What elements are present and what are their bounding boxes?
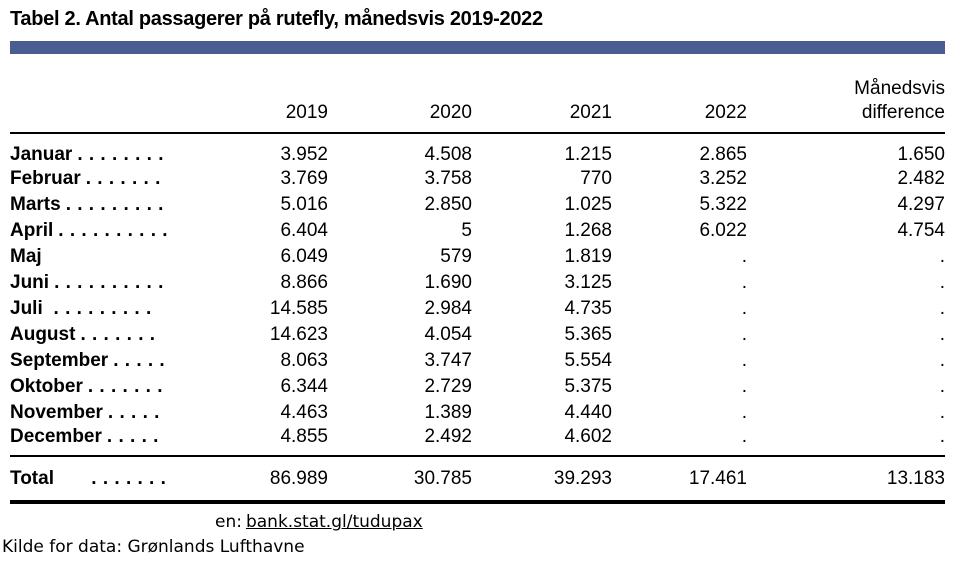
table-row	[10, 374, 945, 400]
link-prefix: en:	[215, 512, 242, 532]
col-header-2022: 2022	[612, 100, 747, 133]
table-row	[10, 133, 945, 166]
value-cell: 5.016	[280, 194, 328, 215]
month-label: November	[10, 402, 103, 423]
month-label-cell	[10, 296, 170, 322]
value-cell: 4.440	[564, 402, 612, 423]
value-cell: 2.865	[699, 144, 747, 165]
table-row	[10, 166, 945, 192]
value-cell: 3.125	[564, 272, 612, 293]
dot-leader: . . . . . . .	[87, 376, 163, 397]
month-label-cell	[10, 218, 170, 244]
col-header-diff-line1: Månedsvis	[854, 78, 945, 99]
value-cell: 3.769	[280, 168, 328, 189]
value-cell: .	[741, 298, 747, 319]
value-cell: .	[939, 350, 945, 371]
value-cell: .	[741, 376, 747, 397]
month-label: Maj	[10, 246, 42, 267]
table-body	[10, 133, 945, 456]
month-label: Februar	[10, 168, 81, 189]
month-label: Januar	[10, 144, 73, 165]
month-label: September	[10, 350, 109, 371]
total-label: Total	[10, 467, 54, 489]
data-source-line: Kilde for data: Grønlands Lufthavne	[2, 537, 305, 557]
value-cell: .	[939, 246, 945, 267]
value-cell: .	[939, 402, 945, 423]
month-label: April	[10, 220, 54, 241]
value-cell: 6.404	[280, 220, 328, 241]
value-cell: 3.252	[699, 168, 747, 189]
value-cell: 2.984	[424, 298, 472, 319]
dot-leader: . . . . . . .	[80, 324, 156, 345]
table-row	[10, 218, 945, 244]
table-row	[10, 296, 945, 322]
value-cell: 579	[440, 246, 472, 267]
value-cell: 2.729	[424, 376, 472, 397]
value-cell: .	[741, 402, 747, 423]
value-cell: 4.054	[424, 324, 472, 345]
value-cell: 1.650	[897, 144, 945, 165]
dot-leader: . . . . .	[113, 350, 166, 371]
table-footer	[10, 456, 945, 502]
month-label: Juni	[10, 272, 50, 293]
value-cell: .	[939, 324, 945, 345]
total-2020: 30.785	[328, 456, 472, 502]
value-cell: 4.855	[280, 426, 328, 447]
value-cell: 5.554	[564, 350, 612, 371]
value-cell: .	[741, 350, 747, 371]
value-cell: .	[939, 272, 945, 293]
col-header-diff-line2: difference	[747, 100, 945, 133]
month-label-cell	[10, 166, 170, 192]
value-cell: 4.735	[564, 298, 612, 319]
total-2022: 17.461	[612, 456, 747, 502]
month-label-cell	[10, 270, 170, 296]
value-cell: .	[741, 426, 747, 447]
value-cell: 1.819	[564, 246, 612, 267]
value-cell: 4.602	[564, 426, 612, 447]
col-header-2020: 2020	[328, 100, 472, 133]
value-cell: 5	[461, 220, 472, 241]
header-month-spacer	[10, 100, 170, 133]
value-cell: 3.747	[424, 350, 472, 371]
accent-bar	[10, 41, 945, 54]
value-cell: 6.049	[280, 246, 328, 267]
month-label-cell	[10, 426, 170, 456]
month-label-cell	[10, 133, 170, 166]
month-label-cell	[10, 322, 170, 348]
month-label: Marts	[10, 194, 61, 215]
dot-leader: . . . . . . .	[85, 168, 161, 189]
source-link[interactable]: bank.stat.gl/tudupax	[245, 512, 423, 532]
table-row	[10, 426, 945, 456]
value-cell: .	[741, 324, 747, 345]
value-cell: 1.268	[564, 220, 612, 241]
value-cell: .	[741, 246, 747, 267]
passenger-table	[10, 70, 945, 504]
table-row	[10, 192, 945, 218]
value-cell: 8.866	[280, 272, 328, 293]
month-label: August	[10, 324, 76, 345]
col-header-2021: 2021	[472, 100, 612, 133]
value-cell: 1.389	[424, 402, 472, 423]
month-label-cell	[10, 374, 170, 400]
value-cell: 2.482	[897, 168, 945, 189]
table-row	[10, 322, 945, 348]
table-title: Tabel 2. Antal passagerer på rutefly, månedsvis 2019-2022	[10, 8, 543, 30]
header-spacer	[10, 70, 747, 100]
value-cell: 5.322	[699, 194, 747, 215]
month-label-cell	[10, 192, 170, 218]
value-cell: .	[741, 272, 747, 293]
dot-leader: . . . . . . . . .	[65, 194, 164, 215]
value-cell: 2.492	[424, 426, 472, 447]
table-row	[10, 244, 945, 270]
dot-leader: . . . . . . . . . .	[54, 272, 164, 293]
dot-leader: . . . . .	[106, 426, 159, 447]
month-label: Juli	[10, 298, 43, 319]
total-row	[10, 456, 945, 502]
total-label-cell	[10, 456, 170, 502]
month-label: Oktober	[10, 376, 83, 397]
value-cell: 1.690	[424, 272, 472, 293]
table-row	[10, 348, 945, 374]
table-row	[10, 270, 945, 296]
value-cell: 4.463	[280, 402, 328, 423]
value-cell: 1.215	[564, 144, 612, 165]
value-cell: .	[939, 376, 945, 397]
header-row-years	[10, 100, 945, 133]
value-cell: .	[939, 298, 945, 319]
dot-leader: . . . . . . . . .	[47, 298, 152, 319]
source-link-line	[215, 512, 945, 532]
dot-leader: . . . . . . . .	[77, 144, 164, 165]
total-diff: 13.183	[747, 456, 945, 502]
value-cell: 770	[580, 168, 612, 189]
month-label: December	[10, 426, 102, 447]
value-cell: 14.623	[269, 324, 328, 345]
value-cell: 5.375	[564, 376, 612, 397]
value-cell: 6.022	[699, 220, 747, 241]
total-2021: 39.293	[472, 456, 612, 502]
value-cell: 3.952	[280, 144, 328, 165]
value-cell: 2.850	[424, 194, 472, 215]
value-cell: 5.365	[564, 324, 612, 345]
value-cell: 4.508	[424, 144, 472, 165]
total-2019: 86.989	[170, 456, 328, 502]
col-header-2019: 2019	[170, 100, 328, 133]
month-label-cell	[10, 348, 170, 374]
value-cell: 4.754	[897, 220, 945, 241]
value-cell: 6.344	[280, 376, 328, 397]
header-row-diff	[10, 70, 945, 100]
month-label-cell	[10, 244, 170, 270]
value-cell: 3.758	[424, 168, 472, 189]
month-label-cell	[10, 400, 170, 426]
value-cell: .	[939, 426, 945, 447]
total-dot-leader: . . . . . . .	[91, 467, 167, 489]
value-cell: 1.025	[564, 194, 612, 215]
dot-leader: . . . . . . . . . .	[58, 220, 169, 241]
value-cell: 8.063	[280, 350, 328, 371]
value-cell: 14.585	[269, 298, 328, 319]
table-header	[10, 70, 945, 133]
dot-leader: . . . . .	[107, 402, 160, 423]
value-cell: 4.297	[897, 194, 945, 215]
table-row	[10, 400, 945, 426]
